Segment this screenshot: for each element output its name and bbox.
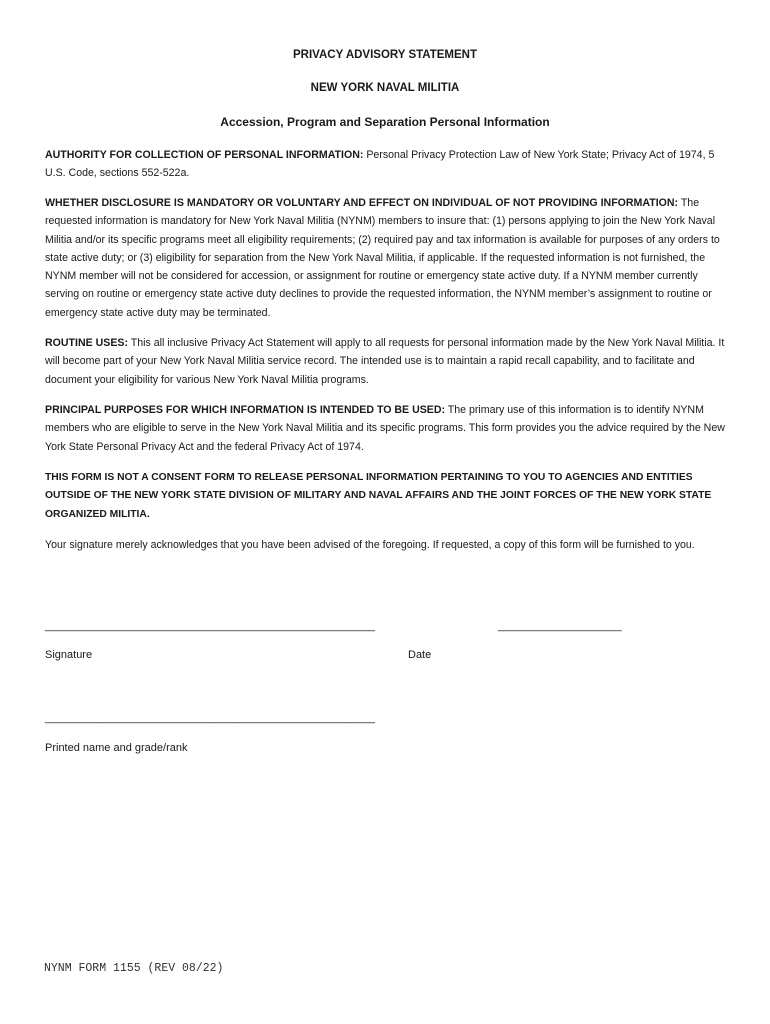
consent-notice: THIS FORM IS NOT A CONSENT FORM TO RELEASE PERSONAL INFORMATION PERTAINING TO YOU TO AGENCIES AND ENTITIES OUTSIDE OF THE NEW YORK STATE DIVISION OF MILITARY AND NAVAL AFFAIRS AND THE JOINT FORCES OF THE NEW YORK STATE ORGANIZED MILITIA.: [45, 472, 712, 520]
routine-uses-section: [45, 334, 725, 389]
printed-name-line[interactable]: ________________________________________________________: [45, 712, 375, 724]
principal-purposes-heading: PRINCIPAL PURPOSES FOR WHICH INFORMATION IS INTENDED TO BE USED:: [45, 404, 446, 416]
routine-uses-body: This all inclusive Privacy Act Statement will apply to all requests for personal information made by the New York Naval Militia. It will become part of your New York Naval Militia service record. The intended use is to maintain a rapid recall capability, and to facilitate and document your eligibility for various New York Naval Militia programs.: [45, 337, 725, 386]
date-line[interactable]: _____________________: [498, 620, 622, 632]
organization-name: NEW YORK NAVAL MILITIA: [310, 82, 460, 94]
acknowledgement-text: Your signature merely acknowledges that you have been advised of the foregoing. If requested, a copy of this form will be furnished to you.: [45, 539, 695, 551]
routine-uses-heading: ROUTINE USES:: [45, 337, 128, 349]
signature-label: Signature: [45, 649, 93, 661]
date-label: Date: [408, 649, 432, 661]
printed-name-label: Printed name and grade/rank: [45, 742, 188, 754]
form-id-footer: NYNM FORM 1155 (REV 08/22): [44, 962, 224, 975]
disclosure-body: The requested information is mandatory for New York Naval Militia (NYNM) members to insure that: (1) persons applying to join the New York Naval Militia and/or its specific programs meet all eligibility requirements; (2) required pay and tax information is available for purposes of any orders to state active duty; or (3) eligibility for separation from the New York Naval Militia, if applicable. If the requested information is not furnished, the NYNM member will not be considered for accession, or assignment for routine or emergency state active duty. If a NYNM member currently serving on routine or emergency state active duty declines to provide the requested information, the NYNM member’s assignment to routine or emergency state active duty may be terminated.: [45, 197, 720, 319]
document-title: PRIVACY ADVISORY STATEMENT: [292, 49, 478, 61]
signature-line[interactable]: ________________________________________________________: [45, 620, 375, 632]
authority-heading: AUTHORITY FOR COLLECTION OF PERSONAL INFORMATION:: [45, 149, 364, 161]
disclosure-heading: WHETHER DISCLOSURE IS MANDATORY OR VOLUNTARY AND EFFECT ON INDIVIDUAL OF NOT PROVIDING INFORMATION:: [45, 197, 679, 209]
disclosure-section: [45, 194, 725, 322]
principal-purposes-section: [45, 401, 725, 456]
authority-body: Personal Privacy Protection Law of New York State; Privacy Act of 1974, 5 U.S. Code, sections 552-522a.: [45, 149, 715, 180]
document-subtitle: Accession, Program and Separation Personal Information: [220, 115, 550, 129]
authority-section: [45, 146, 725, 183]
principal-purposes-body: The primary use of this information is to identify NYNM members who are eligible to serve in the New York Naval Militia and its specific programs. This form provides you the advice required by the New York State Personal Privacy Act and the federal Privacy Act of 1974.: [45, 404, 725, 453]
